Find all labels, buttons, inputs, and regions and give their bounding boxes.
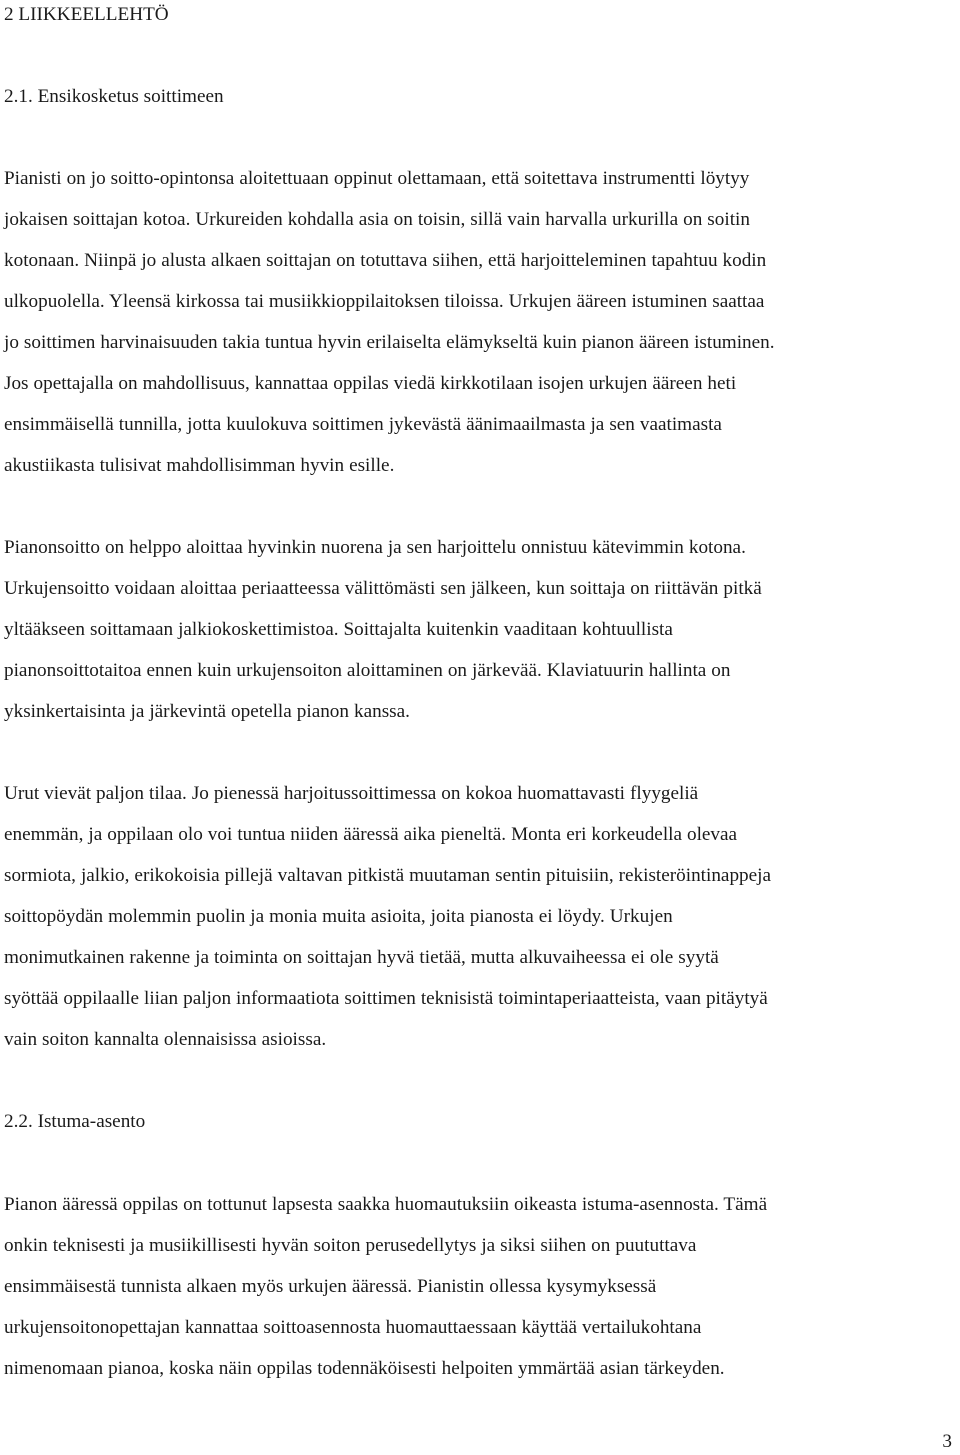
- paragraph-line: jokaisen soittajan kotoa. Urkureiden kohdalla asia on toisin, sillä vain harvalla urkurilla on soitin: [4, 209, 750, 230]
- paragraph-line: enemmän, ja oppilaan olo voi tuntua niiden ääressä aika pieneltä. Monta eri korkeudella olevaa: [4, 824, 738, 845]
- paragraph-line: akustiikasta tulisivat mahdollisimman hyvin esille.: [4, 455, 395, 476]
- paragraph-line: Urut vievät paljon tilaa. Jo pienessä harjoitussoittimessa on kokoa huomattavasti flyygeliä: [4, 783, 699, 804]
- paragraph-line: jo soittimen harvinaisuuden takia tuntua hyvin erilaiselta elämykseltä kuin pianon ääreen istuminen.: [4, 332, 775, 353]
- paragraph-line: Pianisti on jo soitto-opintonsa aloitettuaan oppinut olettamaan, että soitettava instrumentti löytyy: [4, 168, 750, 189]
- paragraph-line: onkin teknisesti ja musiikillisesti hyvän soiton perusedellytys ja siksi siihen on puututtava: [4, 1235, 697, 1256]
- paragraph-4: [4, 1184, 954, 1389]
- paragraph-line: sormiota, jalkio, erikokoisia pillejä valtavan pitkistä muutaman sentin pituisiin, rekisteröintinappeja: [4, 865, 772, 886]
- paragraph-line: yltääkseen soittamaan jalkiokoskettimistoa. Soittajalta kuitenkin vaaditaan kohtuullista: [4, 619, 673, 640]
- chapter-heading: 2 LIIKKEELLEHTÖ: [4, 4, 169, 25]
- paragraph-line: syöttää oppilaalle liian paljon informaatiota soittimen teknisistä toimintaperiaatteista, vaan pitäytyä: [4, 988, 768, 1009]
- paragraph-line: Pianon ääressä oppilas on tottunut lapsesta saakka huomautuksiin oikeasta istuma-asennosta. Tämä: [4, 1194, 768, 1215]
- paragraph-line: ensimmäisellä tunnilla, jotta kuulokuva soittimen jykevästä äänimaailmasta ja sen vaatimasta: [4, 414, 722, 435]
- paragraph-line: vain soiton kannalta olennaisissa asioissa.: [4, 1029, 327, 1050]
- paragraph-line: ensimmäisestä tunnista alkaen myös urkujen ääressä. Pianistin ollessa kysymyksessä: [4, 1276, 657, 1297]
- paragraph-line: yksinkertaisinta ja järkevintä opetella pianon kanssa.: [4, 701, 410, 722]
- paragraph-2: [4, 527, 954, 732]
- paragraph-line: Pianonsoitto on helppo aloittaa hyvinkin nuorena ja sen harjoittelu onnistuu kätevimmin kotona.: [4, 537, 746, 558]
- paragraph-line: pianonsoittotaitoa ennen kuin urkujensoiton aloittaminen on järkevää. Klaviatuurin hallinta on: [4, 660, 731, 681]
- paragraph-line: ulkopuolella. Yleensä kirkossa tai musiikkioppilaitoksen tiloissa. Urkujen ääreen istuminen saattaa: [4, 291, 765, 312]
- paragraph-line: urkujensoitonopettajan kannattaa soittoasennosta huomauttaessaan käyttää vertailukohtana: [4, 1317, 702, 1338]
- paragraph-3: [4, 773, 954, 1060]
- paragraph-line: nimenomaan pianoa, koska näin oppilas todennäköisesti helpoiten ymmärtää asian tärkeyden.: [4, 1358, 725, 1379]
- paragraph-line: Urkujensoitto voidaan aloittaa periaatteessa välittömästi sen jälkeen, kun soittaja on riittävän pitkä: [4, 578, 762, 599]
- section-heading-2-1: 2.1. Ensikosketus soittimeen: [4, 86, 224, 107]
- paragraph-line: monimutkainen rakenne ja toiminta on soittajan hyvä tietää, mutta alkuvaiheessa ei ole syytä: [4, 947, 719, 968]
- paragraph-line: Jos opettajalla on mahdollisuus, kannattaa oppilas viedä kirkkotilaan isojen urkujen ääreen heti: [4, 373, 737, 394]
- paragraph-line: kotonaan. Niinpä jo alusta alkaen soittajan on totuttava siihen, että harjoitteleminen tapahtuu kodin: [4, 250, 767, 271]
- paragraph-line: soittopöydän molemmin puolin ja monia muita asioita, joita pianosta ei löydy. Urkujen: [4, 906, 673, 927]
- paragraph-1: [4, 158, 954, 486]
- section-heading-2-2: 2.2. Istuma-asento: [4, 1111, 146, 1132]
- page-number: 3: [942, 1431, 952, 1452]
